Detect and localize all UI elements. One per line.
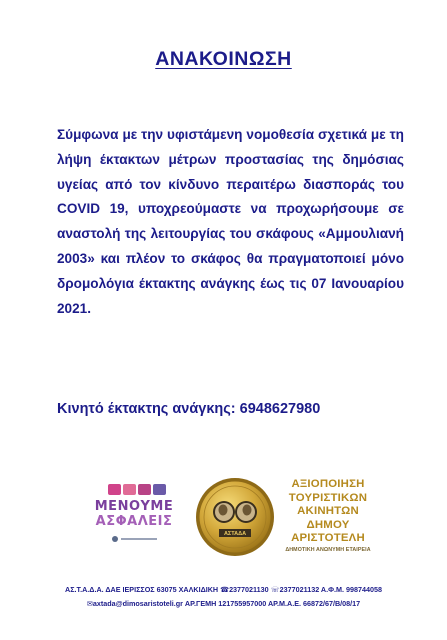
logo-square-icon (108, 484, 121, 495)
emergency-phone: Κινητό έκτακτης ανάγκης: 6948627980 (57, 401, 321, 417)
logo-icons (108, 484, 164, 496)
logo-footer-mark (112, 536, 158, 542)
coin-face (200, 482, 271, 553)
ministry-emblem-icon (112, 536, 118, 542)
announcement-paragraph: Σύμφωνα με την υφιστάμενη νομοθεσία σχετικά με τη λήψη έκτακτων μέτρων προστασίας της δημόσιας υγείας από τον κίνδυνο περαιτέρω διασποράς του COVID 19, υποχρεούμαστε να προχωρήσουμε σε αναστολή της λειτουργίας του σκάφους «Αμμουλιανή 2003» και πλέον το σκάφος θα πραγματοποιεί μόνο δρομολόγια έκτακτης ανάγκης έως τις 07 Ιανουαρίου 2021. (57, 127, 404, 316)
astada-logo-subtitle: ΔΗΜΟΤΙΚΗ ΑΝΩΝΥΜΗ ΕΤΑΙΡΕΙΑ (285, 547, 371, 553)
logo-square-icon (138, 484, 151, 495)
announcement-body (57, 123, 404, 321)
menoume-asfaleis-logo (94, 478, 174, 563)
logo-right-line4: ΔΗΜΟΥ (306, 518, 350, 531)
announcement-title: ΑΝΑΚΟΙΝΩΣΗ (155, 48, 292, 70)
footer-contact-line2: ✉axtada@dimosaristoteli.gr ΑΡ.ΓΕΜΗ 121755957000 ΑΡ.Μ.Α.Ε. 66872/67/Β/08/17 (86, 599, 361, 608)
logo-right-line5: ΑΡΙΣΤΟΤΕΛΗ (291, 532, 365, 545)
logo-square-icon (123, 484, 136, 495)
logo-right-line1: ΑΞΙΟΠΟΙΗΣΗ (291, 478, 365, 490)
footer-contact-line1: ΑΣ.Τ.Α.Δ.Α. ΔΑΕ ΙΕΡΙΣΣΟΣ 63075 ΧΑΛΚΙΔΙΚΗ ☎2377021130 ☏2377021132 Α.Φ.Μ. 998744058 (65, 585, 382, 594)
logo-right-line3: ΑΚΙΝΗΤΩΝ (297, 505, 359, 518)
logo-left-line2: ΑΣΦΑΛΕΙΣ (95, 514, 173, 529)
logo-left-line1: ΜΕΝΟΥΜΕ (94, 499, 174, 514)
logo-right-line2: ΤΟΥΡΙΣΤΙΚΩΝ (288, 491, 368, 504)
astada-coin-logo (195, 477, 275, 557)
coin-label: ΑΣΤΑΔΑ (223, 531, 247, 538)
logo-square-icon (153, 484, 166, 495)
ministry-text-bar (121, 538, 157, 540)
astada-logo-text (283, 478, 373, 546)
